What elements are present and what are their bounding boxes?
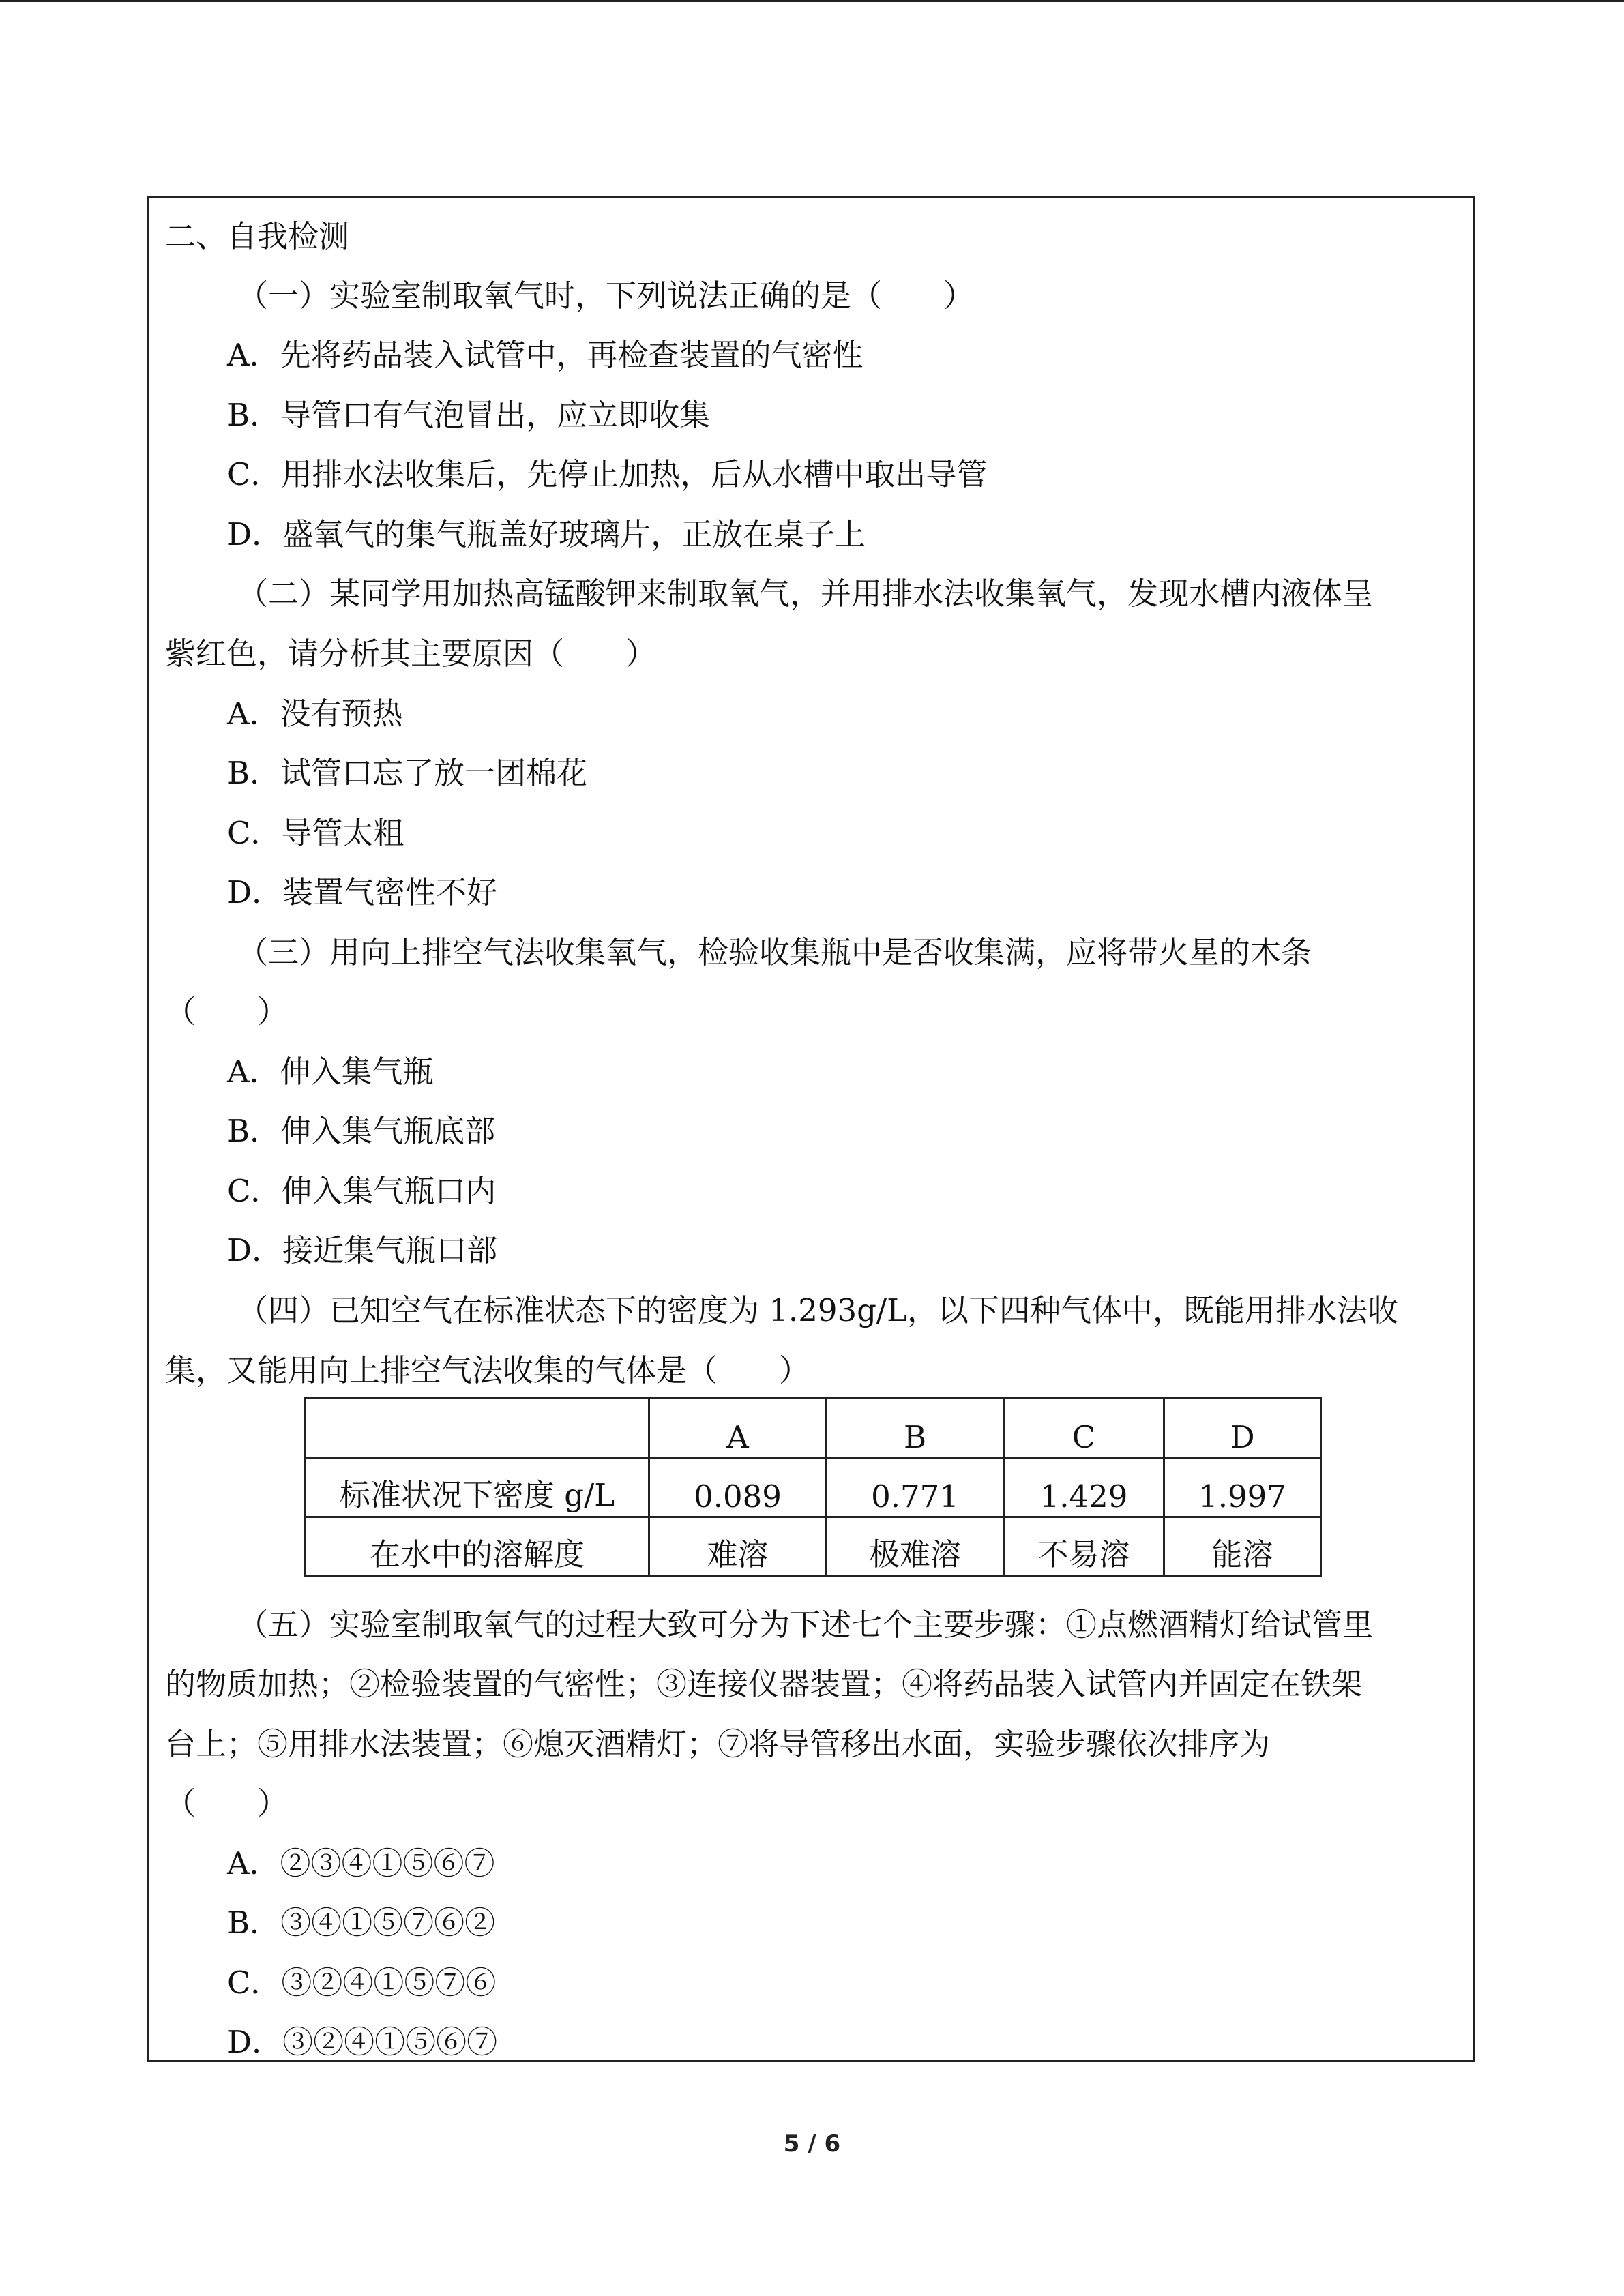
q5-option-a: A．②③④①⑤⑥⑦	[227, 1845, 495, 1881]
table-header-row	[306, 1399, 1321, 1458]
q5-option-c: C．③②④①⑤⑦⑥	[227, 1965, 497, 2001]
q3-option-d: D．接近集气瓶口部	[227, 1232, 498, 1268]
q2-option-b: B．试管口忘了放一团棉花	[227, 755, 588, 791]
table-cell: 极难溶	[827, 1517, 1004, 1577]
table-header-cell: A	[649, 1399, 827, 1458]
q5-stem-line2: 的物质加热；②检验装置的气密性；③连接仪器装置；④将药品装入试管内并固定在铁架	[165, 1666, 1363, 1702]
q1-option-b: B．导管口有气泡冒出，应立即收集	[227, 397, 711, 433]
q3-option-b: B．伸入集气瓶底部	[227, 1113, 496, 1149]
q2-option-a: A．没有预热	[227, 696, 403, 732]
section-title: 二、自我检测	[165, 218, 350, 254]
q3-option-c: C．伸入集气瓶口内	[227, 1173, 497, 1209]
table-cell: 能溶	[1164, 1517, 1321, 1577]
table-header-cell: C	[1004, 1399, 1164, 1458]
table-header-cell	[306, 1399, 649, 1458]
q1-option-d: D．盛氧气的集气瓶盖好玻璃片，正放在桌子上	[227, 516, 866, 552]
table-cell: 0.089	[649, 1458, 827, 1517]
q5-stem-line1: （五）实验室制取氧气的过程大致可分为下述七个主要步骤：①点燃酒精灯给试管里	[237, 1607, 1374, 1643]
table-cell: 标准状况下密度 g/L	[306, 1458, 649, 1517]
page-number: 5 / 6	[783, 2130, 841, 2158]
q3-stem-line1: （三）用向上排空气法收集氧气，检验收集瓶中是否收集满，应将带火星的木条	[237, 934, 1312, 970]
top-border	[0, 0, 1624, 2]
table-row	[306, 1458, 1321, 1517]
table-cell: 1.997	[1164, 1458, 1321, 1517]
q1-option-a: A．先将药品装入试管中，再检查装置的气密性	[227, 337, 863, 373]
table-header-cell: B	[827, 1399, 1004, 1458]
q3-option-a: A．伸入集气瓶	[227, 1054, 434, 1090]
gas-property-table	[304, 1397, 1322, 1577]
table-cell: 不易溶	[1004, 1517, 1164, 1577]
q5-stem-line3: 台上；⑤用排水法装置；⑥熄灭酒精灯；⑦将导管移出水面，实验步骤依次排序为	[165, 1726, 1271, 1762]
q2-stem-line1: （二）某同学用加热高锰酸钾来制取氧气，并用排水法收集氧气，发现水槽内液体呈	[237, 576, 1374, 612]
q5-stem-line4: （ ）	[165, 1785, 289, 1821]
table-row	[306, 1517, 1321, 1577]
table-cell: 在水中的溶解度	[306, 1517, 649, 1577]
table-cell: 难溶	[649, 1517, 827, 1577]
q4-stem-line1: （四）已知空气在标准状态下的密度为 1.293g/L，以下四种气体中，既能用排水法收	[237, 1292, 1398, 1328]
q2-option-d: D．装置气密性不好	[227, 874, 498, 910]
q5-option-b: B．③④①⑤⑦⑥②	[227, 1905, 496, 1941]
q4-stem-line2: 集，又能用向上排空气法收集的气体是（ ）	[165, 1352, 810, 1388]
q2-option-c: C．导管太粗	[227, 815, 404, 851]
table-header-cell: D	[1164, 1399, 1321, 1458]
table-cell: 1.429	[1004, 1458, 1164, 1517]
q3-stem-line2: （ ）	[165, 994, 289, 1030]
q5-option-d: D．③②④①⑤⑥⑦	[227, 2024, 498, 2060]
q1-option-c: C．用排水法收集后，先停止加热，后从水槽中取出导管	[227, 456, 988, 492]
table-cell: 0.771	[827, 1458, 1004, 1517]
q1-stem: （一）实验室制取氧气时，下列说法正确的是（ ）	[237, 278, 975, 314]
q2-stem-line2: 紫红色，请分析其主要原因（ ）	[165, 636, 657, 672]
